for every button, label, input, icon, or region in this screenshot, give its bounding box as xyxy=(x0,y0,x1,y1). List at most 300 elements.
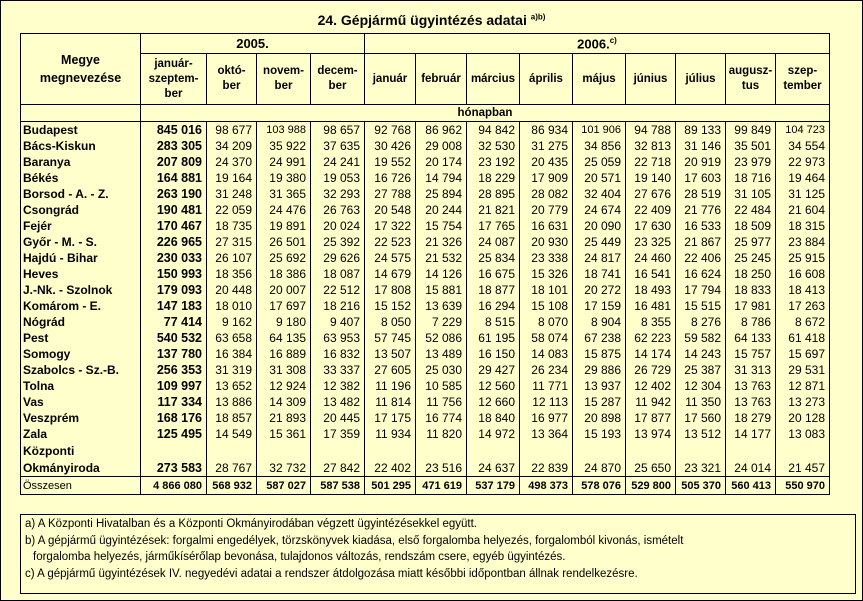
value-cell xyxy=(573,442,626,459)
value-cell: 17 981 xyxy=(726,298,776,314)
value-cell: 19 891 xyxy=(257,218,311,234)
value-cell: 14 794 xyxy=(416,170,467,186)
value-cell: 15 881 xyxy=(416,282,467,298)
value-cell: 28 519 xyxy=(676,186,726,202)
value-cell xyxy=(626,442,676,459)
value-cell: 25 059 xyxy=(573,154,626,170)
value-cell: 15 697 xyxy=(776,346,830,362)
value-cell: 104 723 xyxy=(776,122,830,139)
value-cell: 12 113 xyxy=(520,394,573,410)
value-cell: 14 126 xyxy=(416,266,467,282)
value-cell: 27 842 xyxy=(311,459,365,477)
value-cell: 13 507 xyxy=(365,346,416,362)
value-cell: 18 087 xyxy=(311,266,365,282)
value-2005-jan-sep: 256 353 xyxy=(141,362,207,378)
value-cell: 22 718 xyxy=(626,154,676,170)
table-row xyxy=(21,202,830,218)
value-cell: 98 657 xyxy=(311,122,365,139)
value-cell: 11 756 xyxy=(416,394,467,410)
value-cell: 35 922 xyxy=(257,138,311,154)
value-cell: 32 404 xyxy=(573,186,626,202)
value-cell: 16 294 xyxy=(467,298,520,314)
value-cell: 22 409 xyxy=(626,202,676,218)
value-cell: 63 658 xyxy=(207,330,257,346)
table-row xyxy=(21,394,830,410)
value-cell: 15 108 xyxy=(520,298,573,314)
value-cell: 18 877 xyxy=(467,282,520,298)
value-2005-jan-sep: 147 183 xyxy=(141,298,207,314)
table-row-kozponti xyxy=(21,459,830,477)
month-header: április xyxy=(520,54,573,105)
value-cell: 20 448 xyxy=(207,282,257,298)
value-cell: 31 275 xyxy=(520,138,573,154)
value-cell: 31 105 xyxy=(726,186,776,202)
value-cell: 37 635 xyxy=(311,138,365,154)
month-header: január- szeptem- ber xyxy=(141,54,207,105)
value-cell: 62 223 xyxy=(626,330,676,346)
value-cell: 15 193 xyxy=(573,426,626,442)
value-cell: 13 489 xyxy=(416,346,467,362)
value-cell: 31 146 xyxy=(676,138,726,154)
value-cell xyxy=(207,442,257,459)
value-cell: 11 196 xyxy=(365,378,416,394)
county-name: Bács-Kiskun xyxy=(21,138,141,154)
value-cell: 24 870 xyxy=(573,459,626,477)
value-cell: 13 364 xyxy=(520,426,573,442)
value-cell: 22 973 xyxy=(776,154,830,170)
value-cell: 64 135 xyxy=(257,330,311,346)
value-cell: 18 250 xyxy=(726,266,776,282)
value-cell: 21 604 xyxy=(776,202,830,218)
value-cell: 15 152 xyxy=(365,298,416,314)
value-cell: 23 192 xyxy=(467,154,520,170)
value-cell: 94 788 xyxy=(626,122,676,139)
value-cell: 17 359 xyxy=(311,426,365,442)
value-cell: 9 407 xyxy=(311,314,365,330)
value-cell: 18 356 xyxy=(207,266,257,282)
value-2005-jan-sep: 4 866 080 xyxy=(141,477,207,495)
table-row xyxy=(21,218,830,234)
value-cell: 8 050 xyxy=(365,314,416,330)
county-name: Tolna xyxy=(21,378,141,394)
value-cell: 17 765 xyxy=(467,218,520,234)
value-2005-jan-sep xyxy=(141,442,207,459)
county-name: Veszprém xyxy=(21,410,141,426)
value-cell xyxy=(416,442,467,459)
value-cell: 20 445 xyxy=(311,410,365,426)
value-cell: 33 337 xyxy=(311,362,365,378)
county-name: Pest xyxy=(21,330,141,346)
value-cell: 13 273 xyxy=(776,394,830,410)
value-cell: 560 413 xyxy=(726,477,776,495)
table-row xyxy=(21,154,830,170)
value-cell: 11 942 xyxy=(626,394,676,410)
month-header: szep- tember xyxy=(776,54,830,105)
value-2005-jan-sep: 125 495 xyxy=(141,426,207,442)
value-cell: 19 552 xyxy=(365,154,416,170)
county-name: Hajdú - Bihar xyxy=(21,250,141,266)
county-name: Baranya xyxy=(21,154,141,170)
value-cell: 14 083 xyxy=(520,346,573,362)
month-header: decem- ber xyxy=(311,54,365,105)
value-cell: 24 817 xyxy=(573,250,626,266)
value-cell: 13 937 xyxy=(573,378,626,394)
unit-row-spacer xyxy=(21,105,141,122)
value-2005-jan-sep: 168 176 xyxy=(141,410,207,426)
value-cell: 32 813 xyxy=(626,138,676,154)
value-cell: 17 630 xyxy=(626,218,676,234)
value-cell: 14 549 xyxy=(207,426,257,442)
value-cell: 529 800 xyxy=(626,477,676,495)
value-cell: 22 402 xyxy=(365,459,416,477)
value-cell: 16 608 xyxy=(776,266,830,282)
value-cell: 13 083 xyxy=(776,426,830,442)
value-cell: 18 509 xyxy=(726,218,776,234)
value-cell: 26 501 xyxy=(257,234,311,250)
value-cell: 24 575 xyxy=(365,250,416,266)
value-cell: 18 857 xyxy=(207,410,257,426)
value-cell: 27 315 xyxy=(207,234,257,250)
value-cell: 31 248 xyxy=(207,186,257,202)
value-cell: 21 867 xyxy=(676,234,726,250)
month-header: május xyxy=(573,54,626,105)
value-cell xyxy=(676,442,726,459)
county-name: Somogy xyxy=(21,346,141,362)
value-cell: 16 384 xyxy=(207,346,257,362)
value-cell: 58 074 xyxy=(520,330,573,346)
value-cell: 18 386 xyxy=(257,266,311,282)
value-cell: 31 125 xyxy=(776,186,830,202)
value-cell: 17 322 xyxy=(365,218,416,234)
value-cell: 8 515 xyxy=(467,314,520,330)
value-cell: 19 164 xyxy=(207,170,257,186)
value-2005-jan-sep: 164 881 xyxy=(141,170,207,186)
footnote-b: b) A gépjármű ügyintézések: forgalmi engedélyek, törzskönyvek kiadása, első forgalomba helyezés, forgalomból kivonás, ismételt xyxy=(25,534,684,547)
value-cell: 19 380 xyxy=(257,170,311,186)
value-cell: 34 209 xyxy=(207,138,257,154)
year-2006-header xyxy=(365,34,830,54)
value-cell: 16 533 xyxy=(676,218,726,234)
value-cell: 505 370 xyxy=(676,477,726,495)
value-cell: 32 293 xyxy=(311,186,365,202)
value-cell: 17 794 xyxy=(676,282,726,298)
value-cell: 22 406 xyxy=(676,250,726,266)
county-name: Budapest xyxy=(21,122,141,139)
value-cell: 16 481 xyxy=(626,298,676,314)
value-2005-jan-sep: 190 481 xyxy=(141,202,207,218)
value-cell: 18 216 xyxy=(311,298,365,314)
value-cell: 32 530 xyxy=(467,138,520,154)
value-cell: 550 970 xyxy=(776,477,830,495)
value-cell: 34 554 xyxy=(776,138,830,154)
value-cell: 22 839 xyxy=(520,459,573,477)
table-row xyxy=(21,426,830,442)
footnote-a: a) A Központi Hivatalban és a Központi Okmányirodában végzett ügyintézésekkel együtt. xyxy=(25,518,477,530)
value-cell: 16 541 xyxy=(626,266,676,282)
value-cell: 29 886 xyxy=(573,362,626,378)
county-header: Megye megnevezése xyxy=(21,34,141,105)
county-name: Nógrád xyxy=(21,314,141,330)
value-cell xyxy=(520,442,573,459)
value-cell: 16 631 xyxy=(520,218,573,234)
value-cell: 13 482 xyxy=(311,394,365,410)
value-cell: 12 660 xyxy=(467,394,520,410)
value-cell: 14 679 xyxy=(365,266,416,282)
value-cell: 12 402 xyxy=(626,378,676,394)
table-row xyxy=(21,410,830,426)
county-name: Heves xyxy=(21,266,141,282)
value-cell: 16 726 xyxy=(365,170,416,186)
month-header: február xyxy=(416,54,467,105)
value-cell: 15 754 xyxy=(416,218,467,234)
value-cell: 67 238 xyxy=(573,330,626,346)
value-cell: 18 010 xyxy=(207,298,257,314)
value-cell: 25 392 xyxy=(311,234,365,250)
value-cell: 26 107 xyxy=(207,250,257,266)
value-cell: 13 763 xyxy=(726,394,776,410)
county-name: Zala xyxy=(21,426,141,442)
value-cell: 27 788 xyxy=(365,186,416,202)
value-cell: 21 532 xyxy=(416,250,467,266)
footnote-c: c) A gépjármű ügyintézések IV. negyedévi adatai a rendszer átdolgozása miatt későbbi időpontban állnak rendelkezésre. xyxy=(25,567,638,580)
value-cell: 29 008 xyxy=(416,138,467,154)
value-cell: 11 820 xyxy=(416,426,467,442)
value-cell: 23 325 xyxy=(626,234,676,250)
value-cell: 14 243 xyxy=(676,346,726,362)
value-cell: 57 745 xyxy=(365,330,416,346)
value-cell: 20 128 xyxy=(776,410,830,426)
value-cell: 89 133 xyxy=(676,122,726,139)
value-cell: 13 512 xyxy=(676,426,726,442)
county-name: Okmányiroda xyxy=(21,459,141,477)
value-cell: 103 988 xyxy=(257,122,311,139)
table-row xyxy=(21,282,830,298)
value-cell: 22 512 xyxy=(311,282,365,298)
value-cell: 16 150 xyxy=(467,346,520,362)
value-cell: 17 560 xyxy=(676,410,726,426)
value-cell: 31 319 xyxy=(207,362,257,378)
value-cell: 31 308 xyxy=(257,362,311,378)
table-row-kozponti-label xyxy=(21,442,830,459)
vehicle-admin-table xyxy=(20,33,830,495)
value-cell: 18 493 xyxy=(626,282,676,298)
value-cell: 25 245 xyxy=(726,250,776,266)
table-row xyxy=(21,250,830,266)
value-cell: 13 763 xyxy=(726,378,776,394)
value-cell: 23 321 xyxy=(676,459,726,477)
value-cell: 17 909 xyxy=(520,170,573,186)
value-cell: 11 771 xyxy=(520,378,573,394)
value-cell: 20 244 xyxy=(416,202,467,218)
value-cell: 26 763 xyxy=(311,202,365,218)
value-cell: 18 101 xyxy=(520,282,573,298)
title-text: 24. Gépjármű ügyintézés adatai xyxy=(317,12,527,28)
value-cell: 11 814 xyxy=(365,394,416,410)
value-cell: 52 086 xyxy=(416,330,467,346)
table-row-total xyxy=(21,477,830,495)
value-cell: 18 229 xyxy=(467,170,520,186)
value-cell: 92 768 xyxy=(365,122,416,139)
value-cell: 16 624 xyxy=(676,266,726,282)
value-cell: 15 287 xyxy=(573,394,626,410)
table-row xyxy=(21,170,830,186)
value-cell: 31 313 xyxy=(726,362,776,378)
value-cell: 12 560 xyxy=(467,378,520,394)
value-cell: 61 418 xyxy=(776,330,830,346)
county-name: J.-Nk. - Szolnok xyxy=(21,282,141,298)
value-cell: 17 263 xyxy=(776,298,830,314)
value-2005-jan-sep: 77 414 xyxy=(141,314,207,330)
value-cell: 24 460 xyxy=(626,250,676,266)
footnotes xyxy=(20,514,856,594)
value-cell: 18 735 xyxy=(207,218,257,234)
value-cell xyxy=(257,442,311,459)
value-cell: 19 140 xyxy=(626,170,676,186)
value-cell: 18 840 xyxy=(467,410,520,426)
year-2006-label: 2006. xyxy=(577,36,610,52)
value-cell: 25 650 xyxy=(626,459,676,477)
value-cell xyxy=(776,442,830,459)
value-cell: 13 974 xyxy=(626,426,676,442)
value-cell: 20 024 xyxy=(311,218,365,234)
value-cell: 25 030 xyxy=(416,362,467,378)
value-cell: 28 082 xyxy=(520,186,573,202)
value-cell: 20 174 xyxy=(416,154,467,170)
value-cell: 537 179 xyxy=(467,477,520,495)
value-cell: 29 531 xyxy=(776,362,830,378)
month-header: január xyxy=(365,54,416,105)
value-cell: 14 177 xyxy=(726,426,776,442)
county-name: Borsod - A. - Z. xyxy=(21,186,141,202)
value-cell: 18 833 xyxy=(726,282,776,298)
value-cell: 86 962 xyxy=(416,122,467,139)
value-cell: 16 889 xyxy=(257,346,311,362)
value-cell: 8 904 xyxy=(573,314,626,330)
value-cell: 20 548 xyxy=(365,202,416,218)
value-cell: 501 295 xyxy=(365,477,416,495)
title-footnote-ref: a)b) xyxy=(530,12,546,22)
value-cell: 8 355 xyxy=(626,314,676,330)
table-row xyxy=(21,266,830,282)
value-cell: 22 059 xyxy=(207,202,257,218)
value-cell: 31 365 xyxy=(257,186,311,202)
value-cell: 12 304 xyxy=(676,378,726,394)
value-cell: 25 387 xyxy=(676,362,726,378)
value-cell: 13 652 xyxy=(207,378,257,394)
value-cell: 16 675 xyxy=(467,266,520,282)
value-cell: 25 449 xyxy=(573,234,626,250)
value-cell: 28 767 xyxy=(207,459,257,477)
value-cell: 8 786 xyxy=(726,314,776,330)
value-cell: 30 426 xyxy=(365,138,416,154)
value-cell: 26 729 xyxy=(626,362,676,378)
value-cell: 15 326 xyxy=(520,266,573,282)
value-cell: 20 435 xyxy=(520,154,573,170)
county-name: Komárom - E. xyxy=(21,298,141,314)
value-cell: 20 930 xyxy=(520,234,573,250)
value-cell: 11 934 xyxy=(365,426,416,442)
value-cell: 8 070 xyxy=(520,314,573,330)
value-cell: 18 413 xyxy=(776,282,830,298)
value-cell: 11 350 xyxy=(676,394,726,410)
value-cell: 18 716 xyxy=(726,170,776,186)
value-cell: 28 895 xyxy=(467,186,520,202)
value-cell: 17 159 xyxy=(573,298,626,314)
value-cell: 15 515 xyxy=(676,298,726,314)
table-row xyxy=(21,122,830,139)
value-cell: 13 886 xyxy=(207,394,257,410)
value-cell: 24 991 xyxy=(257,154,311,170)
value-cell: 471 619 xyxy=(416,477,467,495)
value-cell: 24 637 xyxy=(467,459,520,477)
value-cell: 19 053 xyxy=(311,170,365,186)
value-cell: 12 382 xyxy=(311,378,365,394)
county-name: Vas xyxy=(21,394,141,410)
value-cell: 59 582 xyxy=(676,330,726,346)
value-cell: 20 919 xyxy=(676,154,726,170)
value-cell: 8 672 xyxy=(776,314,830,330)
value-cell: 21 776 xyxy=(676,202,726,218)
value-cell: 25 894 xyxy=(416,186,467,202)
value-cell: 25 834 xyxy=(467,250,520,266)
table-row xyxy=(21,186,830,202)
value-cell: 21 326 xyxy=(416,234,467,250)
value-cell xyxy=(467,442,520,459)
value-cell xyxy=(311,442,365,459)
value-cell: 18 315 xyxy=(776,218,830,234)
value-cell: 17 808 xyxy=(365,282,416,298)
value-cell: 24 370 xyxy=(207,154,257,170)
county-name: Győr - M. - S. xyxy=(21,234,141,250)
value-cell: 17 175 xyxy=(365,410,416,426)
value-2005-jan-sep: 283 305 xyxy=(141,138,207,154)
value-cell: 17 603 xyxy=(676,170,726,186)
value-cell: 17 877 xyxy=(626,410,676,426)
value-cell: 13 639 xyxy=(416,298,467,314)
value-cell: 86 934 xyxy=(520,122,573,139)
value-2005-jan-sep: 226 965 xyxy=(141,234,207,250)
value-cell: 20 090 xyxy=(573,218,626,234)
value-2005-jan-sep: 540 532 xyxy=(141,330,207,346)
value-cell: 24 674 xyxy=(573,202,626,218)
value-cell: 8 276 xyxy=(676,314,726,330)
table-title xyxy=(0,12,863,28)
value-cell: 10 585 xyxy=(416,378,467,394)
value-cell xyxy=(726,442,776,459)
value-cell: 15 757 xyxy=(726,346,776,362)
value-cell: 20 007 xyxy=(257,282,311,298)
value-cell: 32 732 xyxy=(257,459,311,477)
table-row xyxy=(21,378,830,394)
value-cell: 587 538 xyxy=(311,477,365,495)
value-2005-jan-sep: 109 997 xyxy=(141,378,207,394)
value-cell: 16 774 xyxy=(416,410,467,426)
value-cell: 14 972 xyxy=(467,426,520,442)
value-cell: 99 849 xyxy=(726,122,776,139)
county-name: Központi xyxy=(21,442,141,459)
value-cell: 25 977 xyxy=(726,234,776,250)
value-cell: 21 821 xyxy=(467,202,520,218)
value-cell: 18 741 xyxy=(573,266,626,282)
value-cell: 26 234 xyxy=(520,362,573,378)
value-cell: 16 977 xyxy=(520,410,573,426)
table-row xyxy=(21,346,830,362)
value-cell: 23 979 xyxy=(726,154,776,170)
year-2005-header: 2005. xyxy=(141,34,365,54)
value-cell: 7 229 xyxy=(416,314,467,330)
table-row xyxy=(21,314,830,330)
value-cell: 9 180 xyxy=(257,314,311,330)
